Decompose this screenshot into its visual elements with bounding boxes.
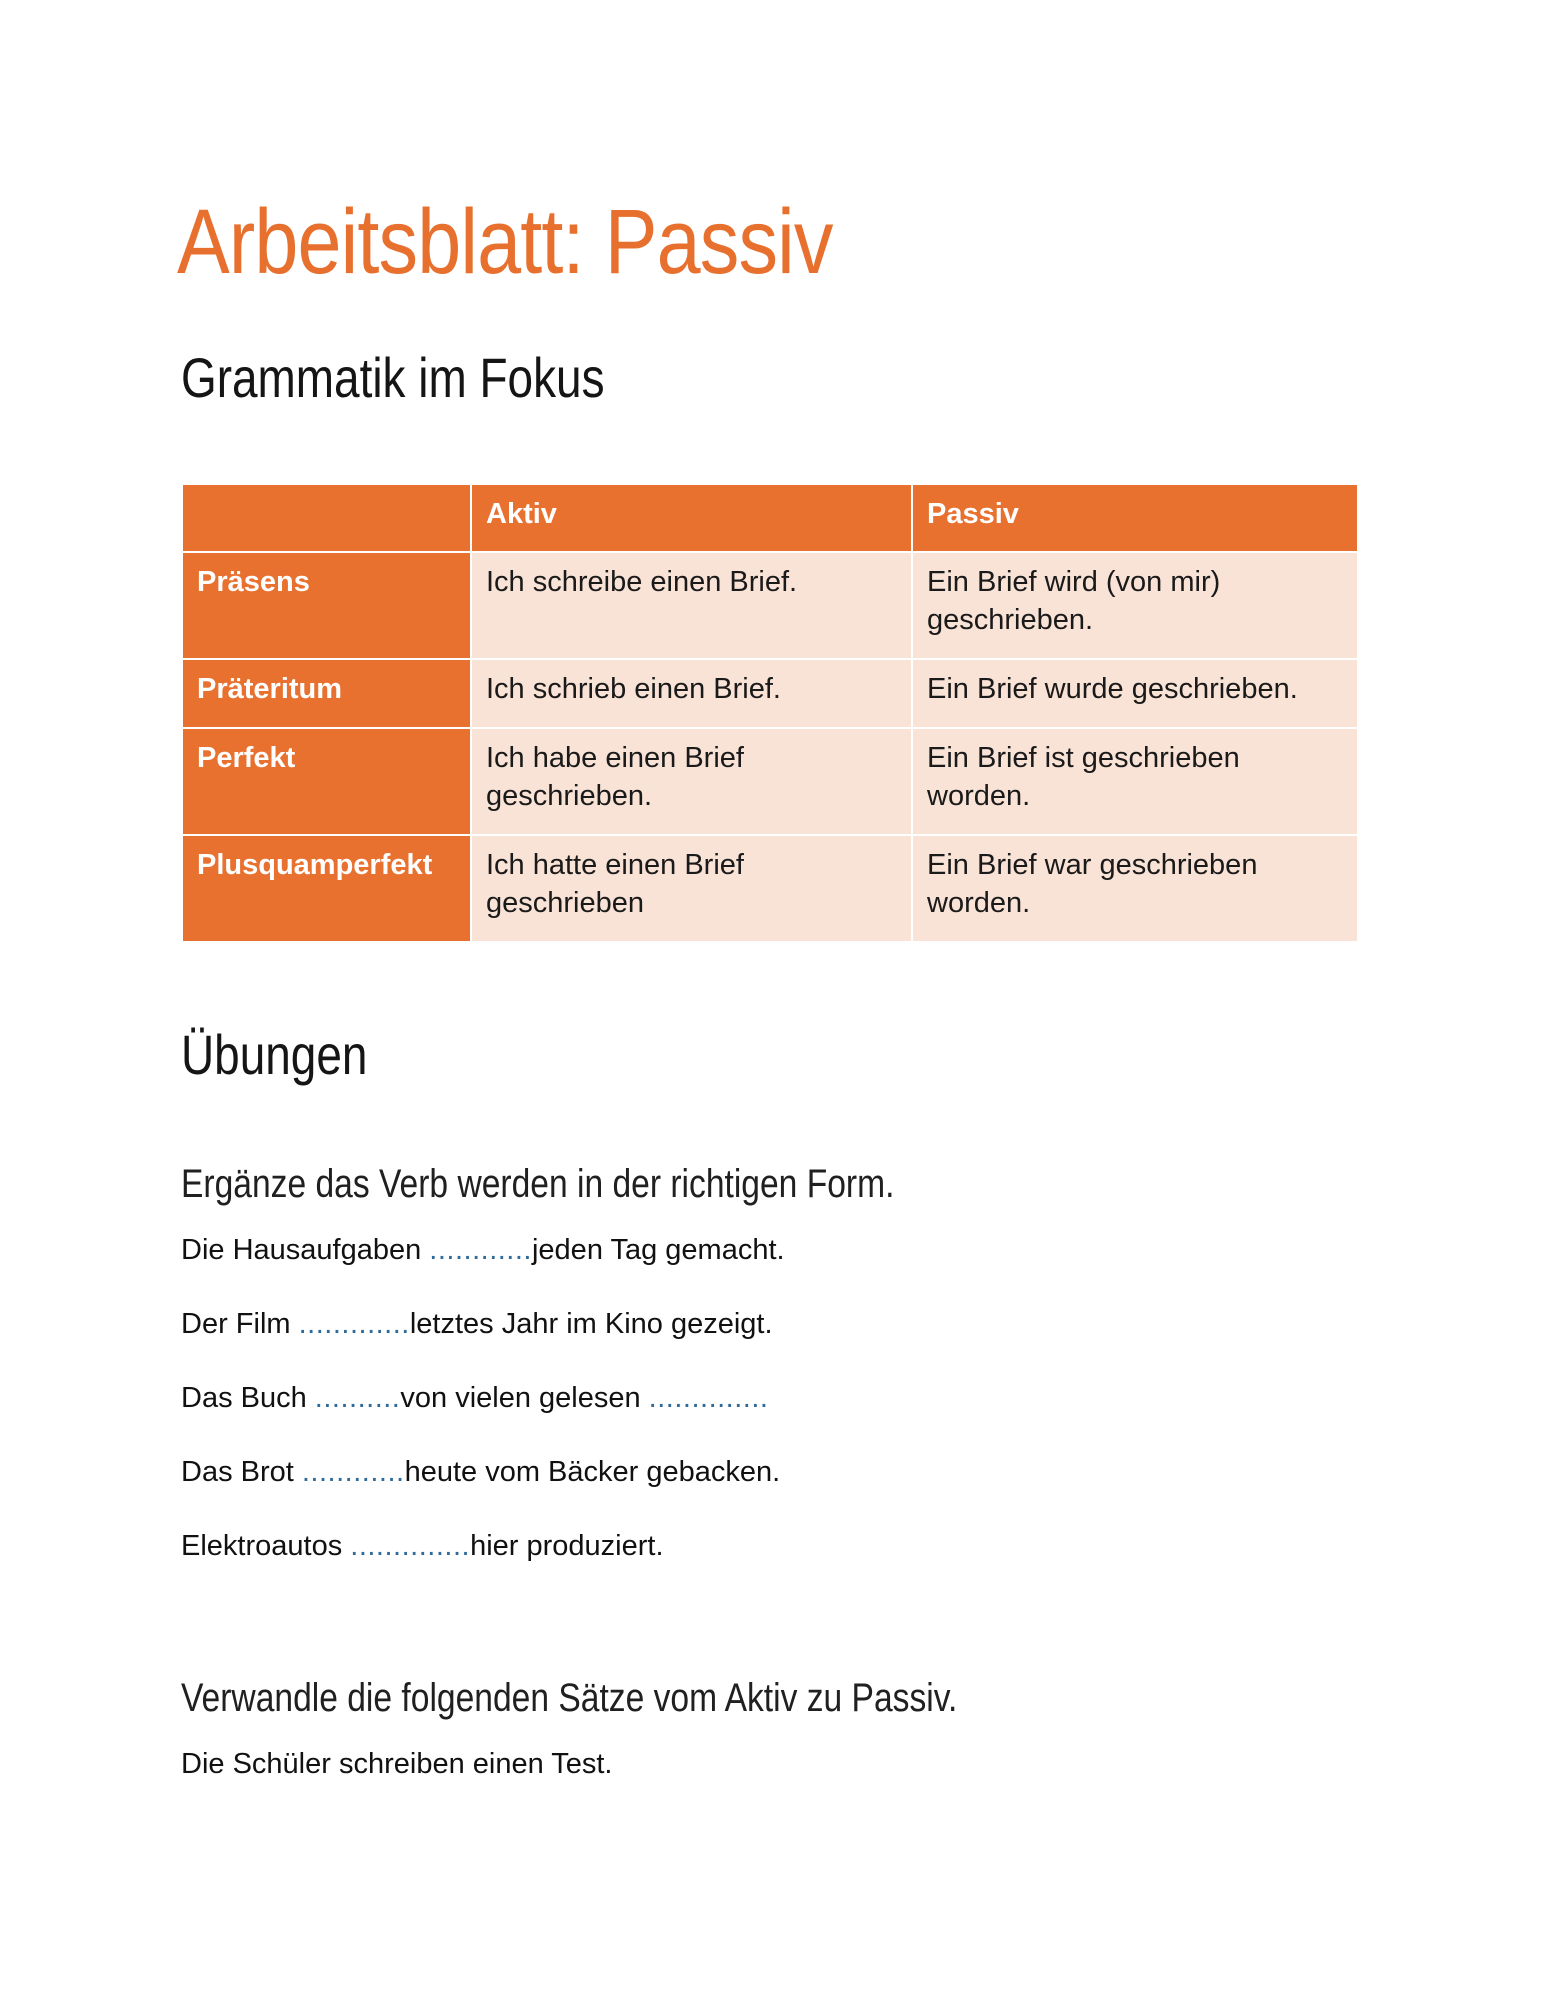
table-row [182,728,1358,835]
fill-in-blank[interactable]: ............. [298,1308,410,1340]
sentence-text: Elektroautos [181,1530,351,1562]
sentence-text: heute vom Bäcker gebacken. [404,1456,781,1488]
table-row [182,659,1358,728]
tense-cell: Plusquamperfekt [182,835,471,942]
aktiv-cell: Ich habe einen Brief geschrieben. [471,728,912,835]
aktiv-cell: Ich schrieb einen Brief. [471,659,912,728]
table-row [182,835,1358,942]
sentence-text: von vielen gelesen [400,1382,649,1414]
grammar-heading: Grammatik im Fokus [181,346,605,409]
table-header-passiv: Passiv [912,484,1358,552]
sentence-text: Das Buch [181,1382,315,1414]
table-header-row [182,484,1358,552]
sentence-text: jeden Tag gemacht. [531,1234,785,1266]
table-header-corner [182,484,471,552]
fill-in-blank[interactable]: .............. [648,1382,769,1414]
sentence-text: Das Brot [181,1456,302,1488]
exercise-sentence [181,1306,773,1342]
sentence-text: Der Film [181,1308,299,1340]
fill-in-blank[interactable]: ............ [429,1234,532,1266]
table-header-aktiv: Aktiv [471,484,912,552]
sentence-text: letztes Jahr im Kino gezeigt. [409,1308,773,1340]
grammar-table [181,483,1359,943]
exercise-sentence [181,1380,768,1416]
exercise-sentence [181,1528,664,1564]
exercise-sentence: Die Schüler schreiben einen Test. [181,1748,613,1780]
fill-in-blank[interactable]: ............ [301,1456,405,1488]
passiv-cell: Ein Brief war geschrieben worden. [912,835,1358,942]
passiv-cell: Ein Brief wird (von mir) geschrieben. [912,552,1358,659]
aktiv-cell: Ich schreibe einen Brief. [471,552,912,659]
tense-cell: Präsens [182,552,471,659]
task2-instruction: Verwandle die folgenden Sätze vom Aktiv zu Passiv. [181,1676,958,1720]
page-title: Arbeitsblatt: Passiv [177,191,833,293]
table-row [182,552,1358,659]
tense-cell: Perfekt [182,728,471,835]
exercises-heading: Übungen [181,1023,368,1086]
sentence-text: hier produziert. [470,1530,664,1562]
exercise-sentence [181,1232,785,1268]
task1-instruction: Ergänze das Verb werden in der richtigen Form. [181,1162,895,1206]
passiv-cell: Ein Brief wurde geschrieben. [912,659,1358,728]
fill-in-blank[interactable]: .............. [350,1530,471,1562]
aktiv-cell: Ich hatte einen Brief geschrieben [471,835,912,942]
sentence-text: Die Hausaufgaben [181,1234,430,1266]
tense-cell: Präteritum [182,659,471,728]
fill-in-blank[interactable]: .......... [314,1382,401,1414]
passiv-cell: Ein Brief ist geschrieben worden. [912,728,1358,835]
exercise-sentence [181,1454,780,1490]
